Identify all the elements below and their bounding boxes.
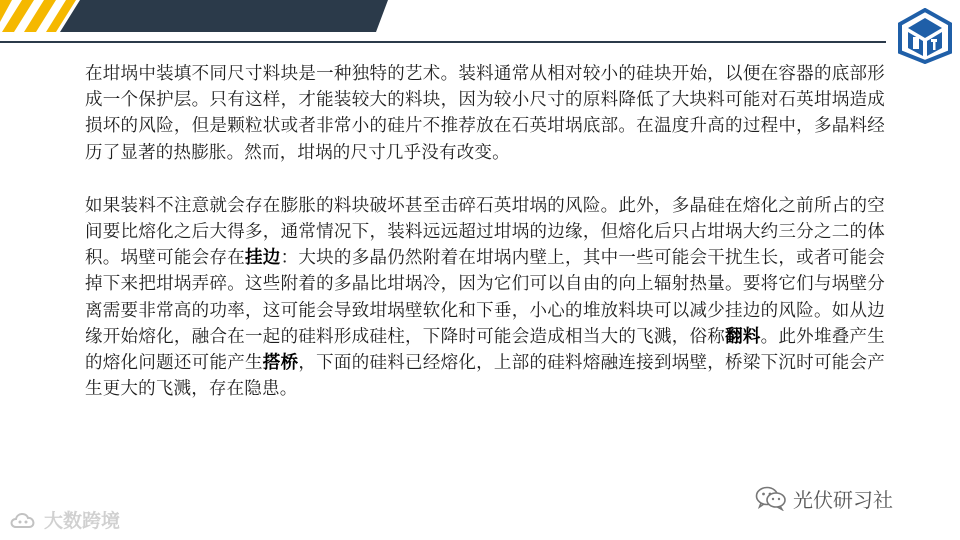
- body-text: [85, 61, 885, 429]
- header-divider-line: [0, 41, 886, 43]
- keyword-bold: 翻料: [725, 326, 761, 347]
- wechat-watermark: [755, 484, 893, 512]
- cloud-logo-icon: [8, 509, 38, 531]
- header-band: [0, 0, 960, 32]
- watermark-label: 大数跨境: [44, 510, 121, 532]
- paragraph: [85, 193, 885, 403]
- company-logo-icon: [896, 8, 954, 64]
- wechat-account-name: 光伏研习社: [793, 487, 893, 512]
- paragraph: [85, 61, 885, 166]
- paragraph-text: 如果装料不注意就会存在膨胀的料块破坏甚至击碎石英坩埚的风险。此外，多晶硅在熔化之前所占的空间要比熔化之后大得多，通常情况下，装料远远超过坩埚的边缘，但熔化后只占坩埚大约三分之二的体积。埚壁可能会存在: [85, 195, 885, 269]
- paragraph-text: ，下面的硅料已经熔化，上部的硅料熔融连接到埚壁，桥梁下沉时可能会产生更大的飞溅，存在隐患。: [85, 353, 885, 400]
- header-dark-bar: [60, 0, 388, 32]
- paragraph-text: 在坩埚中装填不同尺寸料块是一种独特的艺术。装料通常从相对较小的硅块开始，以便在容器的底部形成一个保护层。只有这样，才能装较大的料块，因为较小尺寸的原料降低了大块料可能对石英坩埚造成损坏的风险，但是颗粒状或者非常小的硅片不推荐放在石英坩埚底部。在温度升高的过程中，多晶料经历了显著的热膨胀。然而，坩埚的尺寸几乎没有改变。: [85, 64, 885, 163]
- keyword-bold: 挂边: [245, 248, 281, 269]
- paragraph-text: ：大块的多晶仍然附着在坩埚内壁上，其中一些可能会干扰生长，或者可能会掉下来把坩埚弄碎。这些附着的多晶比坩埚冷，因为它们可以自由的向上辐射热量。要将它们与埚壁分离需要非常高的功率，这可能会导致坩埚壁软化和下垂，小心的堆放料块可以减少挂边的风险。如从边缘开始熔化，融合在一起的硅料形成硅柱，下降时可能会造成相当大的飞溅，俗称: [85, 248, 885, 347]
- paragraph-text: 。此外堆叠产生的熔化问题还可能产生: [85, 326, 886, 374]
- keyword-bold: 搭桥: [262, 353, 299, 374]
- wechat-icon: [755, 485, 787, 511]
- bottom-watermark: [8, 506, 120, 533]
